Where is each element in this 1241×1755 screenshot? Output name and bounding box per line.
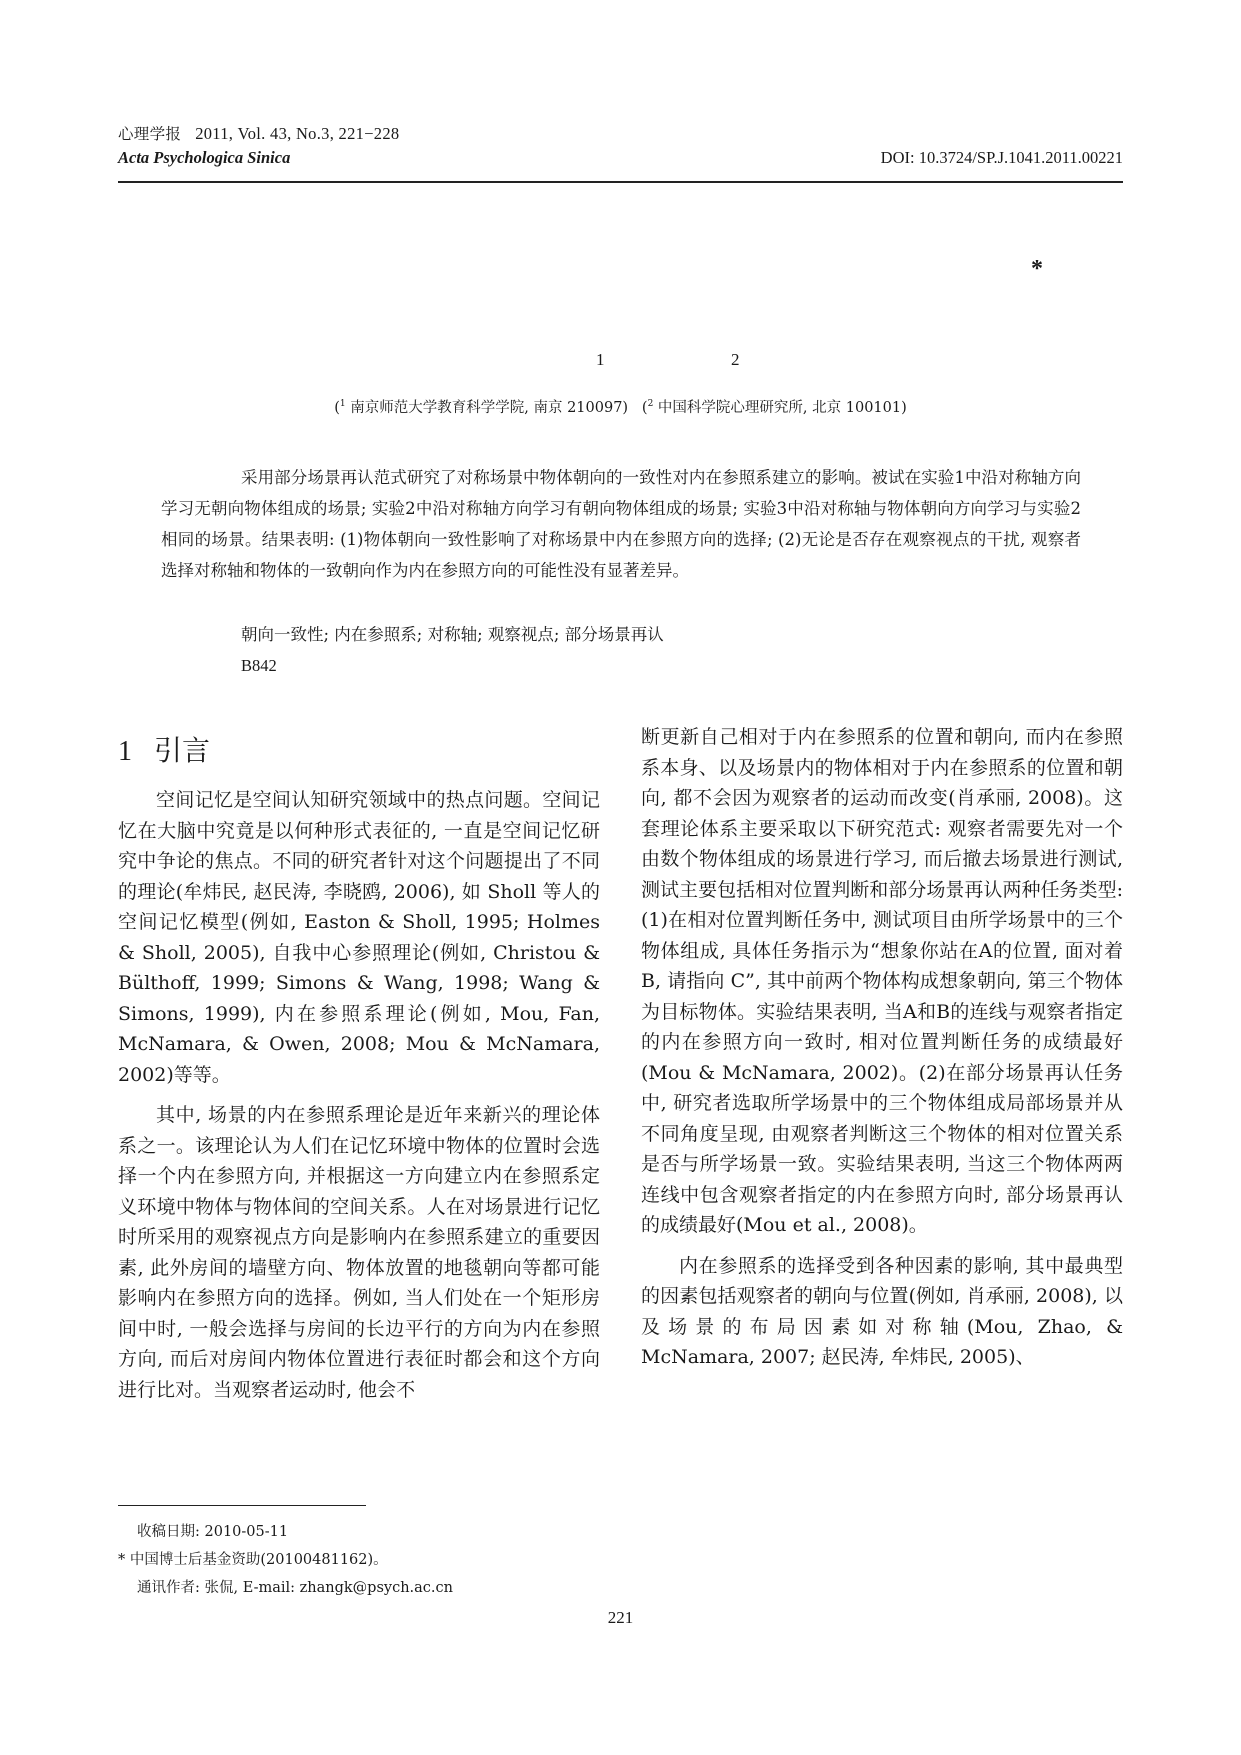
body-column-right [641,722,1123,1373]
author-mark-2: 2 [731,350,740,369]
paragraph: 内在参照系的选择受到各种因素的影响, 其中最典型的因素包括观察者的朝向与位置(例如, 肖承丽, 2008), 以及场景的布局因素如对称轴(Mou, Zhao, & McNamara, 2007; 赵民涛, 牟炜民, 2005)、 [641,1254,1123,1368]
affiliation-2: 中国科学院心理研究所, 北京 100101) [657,400,907,416]
affiliation-1: 南京师范大学教育科学学院, 南京 210097) [350,400,629,416]
abstract [161,462,1081,586]
affiliations: ($^1$ 南京师范大学教育科学学院, 南京 210097) ($^2$ 中国科学院心理研究所, 北京 100101) [334,399,907,416]
title-footnote-mark: * [1031,256,1043,282]
doi: DOI: 10.3724/SP.J.1041.2011.00221 [880,148,1123,167]
journal-name-en: Acta Psychologica Sinica [118,148,291,167]
author-mark-1: 1 [596,350,605,369]
abstract-text: 采用部分场景再认范式研究了对称场景中物体朝向的一致性对内在参照系建立的影响。被试在实验1中沿对称轴方向学习无朝向物体组成的场景; 实验2中沿对称轴方向学习有朝向物体组成的场景; 实验3中沿对称轴与物体朝向方向学习与实验2相同的场景。结果表明: (1)物体朝向一致性影响了对称场景中内在参照方向的选择; (2)无论是否存在观察视点的干扰, 观察者选择对称轴和物体的一致朝向作为内在参照方向的可能性没有显著差异。 [161,468,1081,580]
header-rule [118,181,1123,183]
paragraph: 断更新自己相对于内在参照系的位置和朝向, 而内在参照系本身、以及场景内的物体相对于内在参照系的位置和朝向, 都不会因为观察者的运动而改变(肖承丽, 2008)。这套理论体系主要采取以下研究范式: 观察者需要先对一个由数个物体组成的场景进行学习, 而后撤去场景进行测试, 测试主要包括相对位置判断和部分场景再认两种任务类型: (1)在相对位置判断任务中, 测试项目由所学场景中的三个物体组成, 具体任务指示为“想象你站在A的位置, 面对着 B, 请指向 C”, 其中前两个物体构成想象朝向, 第三个物体为目标物体。实验结果表明, 当A和B的连线与观察者指定的内在参照方向一致时, 相对位置判断任务的成绩最好(Mou & McNamara, 2002)。(2)在部分场景再认任务中, 研究者选取所学场景中的三个物体组成局部场景并从不同角度呈现, 由观察者判断这三个物体的相对位置关系是否与所学场景一致。实验结果表明, 当这三个物体两两连线中包含观察者指定的内在参照方向时, 部分场景再认的成绩最好(Mou et al., 2008)。 [641,726,1123,1236]
journal-name-cn: 心理学报 [118,125,182,143]
footnote-contact: 通讯作者: 张侃, E-mail: zhangk@psych.ac.cn [137,1580,453,1596]
footnote-received: 收稿日期: 2010-05-11 [137,1524,289,1540]
affiliation-num-1: 1 [339,399,346,410]
section-heading [118,729,210,769]
section-title: 引言 [154,734,211,767]
paragraph: 空间记忆是空间认知研究领域中的热点问题。空间记忆在大脑中究竟是以何种形式表征的, 一直是空间记忆研究中争论的焦点。不同的研究者针对这个问题提出了不同的理论(牟炜民, 赵民涛, 李晓鸥, 2006), 如 Sholl 等人的空间记忆模型(例如, Easton & Sholl, 1995; Holmes & Sholl, 2005), 自我中心参照理论(例如, Christou & Bülthoff, 1999; Simons & Wang, 1998; Wang & Simons, 1999), 内在参照系理论(例如, Mou, Fan, McNamara, & Owen, 2008; Mou & McNamara, 2002)等等。 [118,789,600,1086]
journal-header-cn [118,122,399,144]
classification-code: B842 [241,656,277,675]
footnote-rule [118,1505,366,1506]
journal-volume: 2011, Vol. 43, No.3, 221−228 [195,124,400,143]
keywords: 朝向一致性; 内在参照系; 对称轴; 观察视点; 部分场景再认 [241,625,664,644]
body-column-left [118,785,600,1405]
paragraph: 其中, 场景的内在参照系理论是近年来新兴的理论体系之一。该理论认为人们在记忆环境中物体的位置时会选择一个内在参照方向, 并根据这一方向建立内在参照系定义环境中物体与物体间的空间关系。人在对场景进行记忆时所采用的观察视点方向是影响内在参照系建立的重要因素, 此外房间的墙壁方向、物体放置的地毯朝向等都可能影响内在参照方向的选择。例如, 当人们处在一个矩形房间中时, 一般会选择与房间的长边平行的方向为内在参照方向, 而后对房间内物体位置进行表征时都会和这个方向进行比对。当观察者运动时, 他会不 [118,1104,600,1401]
affiliation-num-2: 2 [647,399,654,410]
page-number: 221 [607,1608,634,1627]
section-number: 1 [118,736,132,767]
footnote-funding: * 中国博士后基金资助(20100481162)。 [118,1552,388,1568]
